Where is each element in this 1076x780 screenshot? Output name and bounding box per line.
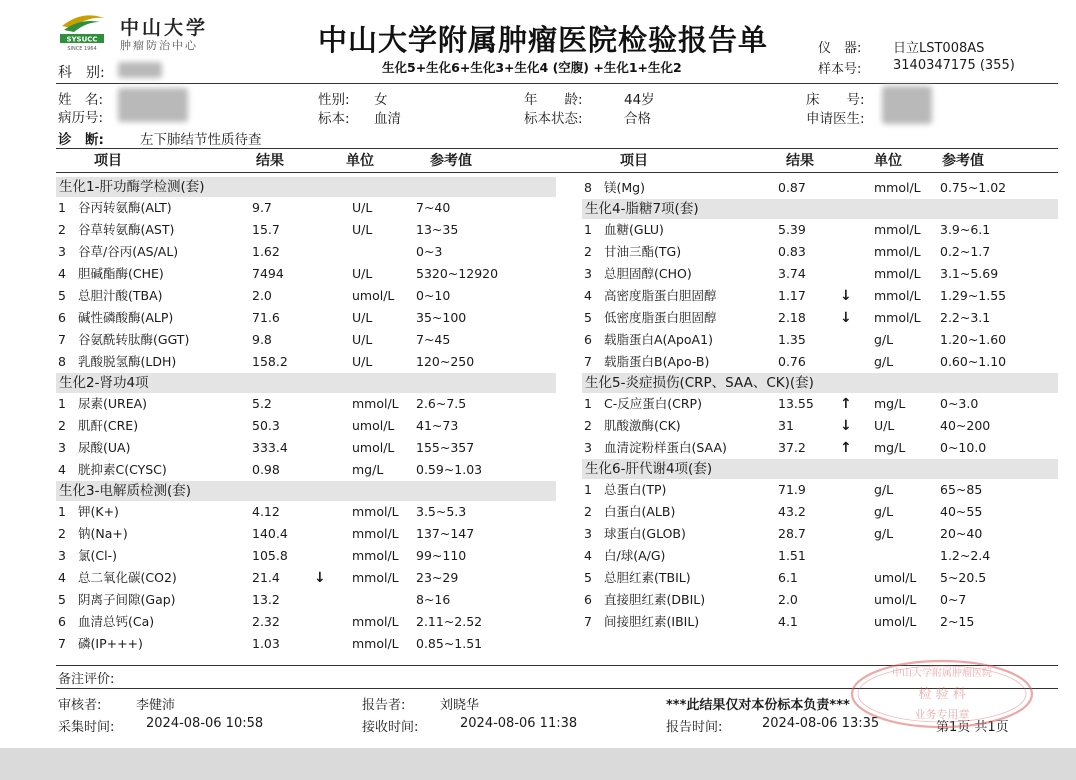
reference-range: 1.20~1.60 bbox=[940, 332, 1007, 347]
reference-range: 41~73 bbox=[416, 418, 459, 433]
test-name: 镁(Mg) bbox=[604, 180, 645, 195]
row-number: 2 bbox=[584, 504, 592, 519]
test-unit: mmol/L bbox=[352, 504, 399, 519]
result-row bbox=[584, 501, 1076, 523]
test-name: 肌酸激酶(CK) bbox=[604, 418, 681, 433]
test-name: 尿酸(UA) bbox=[78, 440, 131, 455]
test-result: 1.17 bbox=[778, 288, 806, 303]
result-row bbox=[584, 285, 1076, 307]
test-unit: mg/L bbox=[352, 462, 384, 477]
test-unit: mmol/L bbox=[874, 288, 921, 303]
test-name: 乳酸脱氢酶(LDH) bbox=[78, 354, 177, 369]
test-result: 7494 bbox=[252, 266, 284, 281]
test-result: 158.2 bbox=[252, 354, 288, 369]
result-row bbox=[58, 393, 558, 415]
result-row bbox=[584, 589, 1076, 611]
reference-range: 0.85~1.51 bbox=[416, 636, 483, 651]
result-row bbox=[58, 459, 558, 481]
test-result: 1.35 bbox=[778, 332, 806, 347]
test-result: 5.2 bbox=[252, 396, 272, 411]
test-result: 2.0 bbox=[252, 288, 272, 303]
row-number: 3 bbox=[584, 440, 592, 455]
row-number: 3 bbox=[58, 440, 66, 455]
sex-label: 性别: bbox=[318, 92, 350, 108]
reference-range: 0~7 bbox=[940, 592, 967, 607]
record-label: 病历号: bbox=[58, 110, 104, 126]
result-row bbox=[584, 393, 1076, 415]
reference-range: 0.75~1.02 bbox=[940, 180, 1007, 195]
test-name: 血清总钙(Ca) bbox=[78, 614, 155, 629]
test-result: 140.4 bbox=[252, 526, 288, 541]
report-title: 中山大学附属肿瘤医院检验报告单 bbox=[318, 23, 769, 57]
row-number: 7 bbox=[584, 614, 592, 629]
row-number: 5 bbox=[58, 592, 66, 607]
instrument-value: 日立LST008AS bbox=[893, 41, 985, 56]
reporter-label: 报告者: bbox=[362, 698, 406, 713]
test-name: 甘油三酯(TG) bbox=[604, 244, 682, 259]
header-divider bbox=[56, 83, 1058, 84]
test-unit: mmol/L bbox=[352, 614, 399, 629]
reporter-value: 刘晓华 bbox=[440, 698, 480, 713]
reference-range: 35~100 bbox=[416, 310, 467, 325]
instrument-label: 仪 器: bbox=[818, 41, 862, 56]
test-unit: mmol/L bbox=[352, 526, 399, 541]
reference-range: 0~10 bbox=[416, 288, 451, 303]
row-number: 2 bbox=[584, 244, 592, 259]
test-result: 31 bbox=[778, 418, 794, 433]
stamp-text-bottom: 业务专用章 bbox=[914, 708, 970, 721]
col-header-result: 结果 bbox=[256, 153, 284, 169]
test-unit: mmol/L bbox=[352, 636, 399, 651]
row-number: 4 bbox=[58, 570, 66, 585]
test-name: 尿素(UREA) bbox=[78, 396, 148, 411]
reference-range: 0~3 bbox=[416, 244, 443, 259]
test-result: 2.18 bbox=[778, 310, 806, 325]
hospital-logo bbox=[58, 10, 238, 58]
test-result: 15.7 bbox=[252, 222, 280, 237]
result-row bbox=[58, 241, 558, 263]
logo-mark-year: SINCE 1964 bbox=[67, 46, 97, 52]
report-subtitle: 生化5+生化6+生化3+生化4 (空腹) +生化1+生化2 bbox=[382, 60, 682, 75]
row-number: 3 bbox=[58, 244, 66, 259]
receive-label: 接收时间: bbox=[362, 720, 419, 735]
test-name: 磷(IP+++) bbox=[78, 636, 143, 651]
test-result: 0.87 bbox=[778, 180, 806, 195]
section-header: 生化6-肝代谢4项(套) bbox=[582, 459, 1058, 479]
reference-range: 99~110 bbox=[416, 548, 467, 563]
section-header: 生化1-肝功酶学检测(套) bbox=[56, 177, 556, 197]
section-header: 生化3-电解质检测(套) bbox=[56, 481, 556, 501]
reference-range: 5320~12920 bbox=[416, 266, 499, 281]
specimen-value: 血清 bbox=[374, 111, 401, 127]
row-number: 8 bbox=[584, 180, 592, 195]
test-unit: g/L bbox=[874, 332, 894, 347]
test-name: 胆碱酯酶(CHE) bbox=[78, 266, 164, 281]
row-number: 4 bbox=[584, 548, 592, 563]
result-row bbox=[58, 285, 558, 307]
reference-range: 40~55 bbox=[940, 504, 983, 519]
test-result: 71.9 bbox=[778, 482, 806, 497]
result-row bbox=[58, 263, 558, 285]
reference-range: 13~35 bbox=[416, 222, 459, 237]
result-row bbox=[58, 611, 558, 633]
test-name: 谷丙转氨酶(ALT) bbox=[78, 200, 172, 215]
result-row bbox=[58, 633, 558, 655]
reference-range: 155~357 bbox=[416, 440, 475, 455]
test-unit: mmol/L bbox=[352, 570, 399, 585]
reference-range: 7~40 bbox=[416, 200, 451, 215]
reference-range: 3.1~5.69 bbox=[940, 266, 999, 281]
test-result: 6.1 bbox=[778, 570, 798, 585]
col-header-unit: 单位 bbox=[874, 153, 902, 169]
row-number: 5 bbox=[584, 570, 592, 585]
result-row bbox=[58, 307, 558, 329]
reference-range: 2~15 bbox=[940, 614, 975, 629]
age-value: 44岁 bbox=[624, 92, 655, 108]
row-number: 6 bbox=[58, 310, 66, 325]
remark-label: 备注评价: bbox=[58, 672, 115, 687]
row-number: 4 bbox=[58, 266, 66, 281]
test-unit: mmol/L bbox=[352, 548, 399, 563]
collect-label: 采集时间: bbox=[58, 720, 115, 735]
test-unit: umol/L bbox=[352, 288, 395, 303]
row-number: 7 bbox=[58, 636, 66, 651]
test-unit: mg/L bbox=[874, 396, 906, 411]
result-row bbox=[58, 501, 558, 523]
result-notice: ***此结果仅对本份标本负责*** bbox=[666, 698, 850, 713]
test-name: 间接胆红素(IBIL) bbox=[604, 614, 700, 629]
receive-time: 2024-08-06 11:38 bbox=[460, 716, 578, 731]
row-number: 3 bbox=[584, 526, 592, 541]
result-row bbox=[58, 197, 558, 219]
test-name: 载脂蛋白A(ApoA1) bbox=[604, 332, 713, 347]
test-result: 5.39 bbox=[778, 222, 806, 237]
dept-label: 科 别: bbox=[58, 65, 105, 81]
row-number: 7 bbox=[584, 354, 592, 369]
test-result: 13.2 bbox=[252, 592, 280, 607]
test-unit: U/L bbox=[352, 310, 373, 325]
test-unit: mmol/L bbox=[874, 310, 921, 325]
test-unit: umol/L bbox=[874, 614, 917, 629]
abnormal-flag: ↓ bbox=[840, 310, 852, 326]
test-name: 谷氨酰转肽酶(GGT) bbox=[78, 332, 190, 347]
test-result: 3.74 bbox=[778, 266, 806, 281]
test-name: 低密度脂蛋白胆固醇 bbox=[604, 310, 717, 325]
abnormal-flag: ↑ bbox=[840, 396, 852, 412]
col-header-item: 项目 bbox=[94, 153, 122, 169]
test-unit: U/L bbox=[352, 354, 373, 369]
section-header: 生化5-炎症损伤(CRP、SAA、CK)(套) bbox=[582, 373, 1058, 393]
reference-range: 0~10.0 bbox=[940, 440, 987, 455]
test-result: 2.0 bbox=[778, 592, 798, 607]
row-number: 8 bbox=[58, 354, 66, 369]
test-unit: U/L bbox=[352, 222, 373, 237]
result-row bbox=[58, 437, 558, 459]
official-stamp bbox=[848, 658, 1036, 730]
test-name: 球蛋白(GLOB) bbox=[604, 526, 686, 541]
reference-range: 40~200 bbox=[940, 418, 991, 433]
row-number: 1 bbox=[58, 396, 66, 411]
sex-value: 女 bbox=[374, 92, 388, 108]
test-result: 50.3 bbox=[252, 418, 280, 433]
test-result: 71.6 bbox=[252, 310, 280, 325]
reference-range: 1.2~2.4 bbox=[940, 548, 991, 563]
result-row bbox=[58, 545, 558, 567]
row-number: 6 bbox=[58, 614, 66, 629]
info-divider bbox=[56, 148, 1058, 149]
diagnosis-label: 诊 断: bbox=[58, 132, 104, 148]
row-number: 1 bbox=[58, 200, 66, 215]
reference-range: 23~29 bbox=[416, 570, 459, 585]
test-unit: mg/L bbox=[874, 440, 906, 455]
test-name: 总蛋白(TP) bbox=[604, 482, 667, 497]
test-unit: U/L bbox=[352, 200, 373, 215]
test-result: 4.1 bbox=[778, 614, 798, 629]
test-name: 肌酐(CRE) bbox=[78, 418, 139, 433]
result-row bbox=[58, 589, 558, 611]
reference-range: 1.29~1.55 bbox=[940, 288, 1007, 303]
test-result: 21.4 bbox=[252, 570, 280, 585]
test-name: 总胆汁酸(TBA) bbox=[78, 288, 163, 303]
patient-redacted bbox=[118, 88, 188, 122]
result-row bbox=[584, 307, 1076, 329]
bed-label: 床 号: bbox=[806, 92, 865, 108]
result-row bbox=[584, 523, 1076, 545]
reference-range: 20~40 bbox=[940, 526, 983, 541]
test-result: 4.12 bbox=[252, 504, 280, 519]
row-number: 3 bbox=[58, 548, 66, 563]
test-name: 谷草/谷丙(AS/AL) bbox=[78, 244, 179, 259]
test-result: 9.8 bbox=[252, 332, 272, 347]
row-number: 4 bbox=[584, 288, 592, 303]
row-number: 1 bbox=[584, 396, 592, 411]
test-unit: U/L bbox=[352, 332, 373, 347]
result-row bbox=[58, 415, 558, 437]
test-result: 28.7 bbox=[778, 526, 806, 541]
test-unit: mmol/L bbox=[352, 396, 399, 411]
result-row bbox=[58, 567, 558, 589]
stamp-text-top: 中山大学附属肿瘤医院 bbox=[892, 668, 992, 679]
result-row bbox=[584, 611, 1076, 633]
test-name: 胱抑素C(CYSC) bbox=[78, 462, 167, 477]
reference-range: 3.9~6.1 bbox=[940, 222, 991, 237]
test-result: 1.51 bbox=[778, 548, 806, 563]
row-number: 5 bbox=[58, 288, 66, 303]
test-name: 钠(Na+) bbox=[78, 526, 128, 541]
test-name: 总胆固醇(CHO) bbox=[604, 266, 692, 281]
dept-redacted bbox=[118, 62, 162, 78]
row-number: 2 bbox=[584, 418, 592, 433]
test-result: 1.62 bbox=[252, 244, 280, 259]
test-unit: mmol/L bbox=[874, 180, 921, 195]
result-row bbox=[584, 351, 1076, 373]
test-name: 白蛋白(ALB) bbox=[604, 504, 676, 519]
test-unit: mmol/L bbox=[874, 244, 921, 259]
test-unit: umol/L bbox=[352, 440, 395, 455]
result-row bbox=[584, 263, 1076, 285]
result-row bbox=[584, 415, 1076, 437]
section-header: 生化4-脂糖7项(套) bbox=[582, 199, 1058, 219]
test-unit: U/L bbox=[874, 418, 895, 433]
test-name: 白/球(A/G) bbox=[604, 548, 666, 563]
row-number: 7 bbox=[58, 332, 66, 347]
report-time: 2024-08-06 13:35 bbox=[762, 716, 880, 731]
doctor-label: 申请医生: bbox=[806, 111, 865, 127]
stamp-text-mid: 检 验 科 bbox=[918, 687, 966, 702]
logo-text: 中山大学 bbox=[120, 17, 209, 39]
sysucc-logo-icon bbox=[58, 12, 106, 52]
test-name: 血糖(GLU) bbox=[604, 222, 664, 237]
logo-subtext: 肿瘤防治中心 bbox=[120, 39, 198, 52]
diagnosis-value: 左下肺结节性质待查 bbox=[140, 132, 262, 148]
result-row bbox=[584, 437, 1076, 459]
test-name: 总胆红素(TBIL) bbox=[604, 570, 691, 585]
test-unit: mmol/L bbox=[874, 222, 921, 237]
col-header-ref: 参考值 bbox=[430, 153, 472, 169]
result-row bbox=[58, 351, 558, 373]
test-result: 2.32 bbox=[252, 614, 280, 629]
test-result: 1.03 bbox=[252, 636, 280, 651]
row-number: 4 bbox=[58, 462, 66, 477]
reference-range: 3.5~5.3 bbox=[416, 504, 467, 519]
test-name: 血清淀粉样蛋白(SAA) bbox=[604, 440, 727, 455]
reference-range: 137~147 bbox=[416, 526, 475, 541]
result-row bbox=[584, 329, 1076, 351]
test-result: 13.55 bbox=[778, 396, 814, 411]
reference-range: 5~20.5 bbox=[940, 570, 987, 585]
reference-range: 0~3.0 bbox=[940, 396, 979, 411]
report-label: 报告时间: bbox=[666, 720, 723, 735]
result-row bbox=[584, 545, 1076, 567]
row-number: 6 bbox=[584, 332, 592, 347]
row-number: 6 bbox=[584, 592, 592, 607]
reference-range: 0.2~1.7 bbox=[940, 244, 991, 259]
test-name: 碱性磷酸酶(ALP) bbox=[78, 310, 174, 325]
doctor-redacted bbox=[882, 86, 932, 124]
state-label: 标本状态: bbox=[524, 111, 583, 127]
reference-range: 2.11~2.52 bbox=[416, 614, 483, 629]
reference-range: 120~250 bbox=[416, 354, 475, 369]
test-unit: umol/L bbox=[874, 592, 917, 607]
test-name: 总二氧化碳(CO2) bbox=[78, 570, 177, 585]
row-number: 1 bbox=[584, 222, 592, 237]
abnormal-flag: ↓ bbox=[314, 570, 326, 586]
test-unit: g/L bbox=[874, 526, 894, 541]
abnormal-flag: ↑ bbox=[840, 440, 852, 456]
test-result: 9.7 bbox=[252, 200, 272, 215]
reference-range: 2.2~3.1 bbox=[940, 310, 991, 325]
row-number: 2 bbox=[58, 222, 66, 237]
table-header-divider bbox=[56, 172, 1058, 173]
col-header-result: 结果 bbox=[786, 153, 814, 169]
test-unit: U/L bbox=[352, 266, 373, 281]
col-header-unit: 单位 bbox=[346, 153, 374, 169]
test-name: 谷草转氨酶(AST) bbox=[78, 222, 175, 237]
test-name: 钾(K+) bbox=[78, 504, 119, 519]
test-name: C-反应蛋白(CRP) bbox=[604, 396, 702, 411]
test-unit: umol/L bbox=[874, 570, 917, 585]
test-result: 37.2 bbox=[778, 440, 806, 455]
age-label: 年 龄: bbox=[524, 92, 583, 108]
test-result: 333.4 bbox=[252, 440, 288, 455]
result-row bbox=[584, 479, 1076, 501]
page-number: 第1页 共1页 bbox=[936, 720, 1009, 735]
row-number: 5 bbox=[584, 310, 592, 325]
row-number: 1 bbox=[58, 504, 66, 519]
row-number: 2 bbox=[58, 526, 66, 541]
sample-no-value: 3140347175 (355) bbox=[893, 58, 1015, 73]
result-row bbox=[584, 219, 1076, 241]
abnormal-flag: ↓ bbox=[840, 418, 852, 434]
reference-range: 7~45 bbox=[416, 332, 451, 347]
result-row bbox=[58, 523, 558, 545]
auditor-value: 李健沛 bbox=[136, 698, 176, 713]
test-unit: umol/L bbox=[352, 418, 395, 433]
test-name: 阴离子间隙(Gap) bbox=[78, 592, 176, 607]
test-name: 高密度脂蛋白胆固醇 bbox=[604, 288, 717, 303]
col-header-item: 项目 bbox=[620, 153, 648, 169]
specimen-label: 标本: bbox=[318, 111, 350, 127]
col-header-ref: 参考值 bbox=[942, 153, 984, 169]
screenshot-bottom-band bbox=[0, 748, 1076, 780]
test-unit: g/L bbox=[874, 482, 894, 497]
abnormal-flag: ↓ bbox=[840, 288, 852, 304]
section-header: 生化2-肾功4项 bbox=[56, 373, 556, 393]
result-row bbox=[584, 177, 1076, 199]
test-result: 0.76 bbox=[778, 354, 806, 369]
test-name: 氯(Cl-) bbox=[78, 548, 117, 563]
result-row bbox=[58, 219, 558, 241]
test-result: 0.83 bbox=[778, 244, 806, 259]
row-number: 3 bbox=[584, 266, 592, 281]
test-result: 43.2 bbox=[778, 504, 806, 519]
reference-range: 2.6~7.5 bbox=[416, 396, 467, 411]
logo-mark-text: SYSUCC bbox=[66, 35, 98, 44]
collect-time: 2024-08-06 10:58 bbox=[146, 716, 264, 731]
result-row bbox=[584, 241, 1076, 263]
test-name: 载脂蛋白B(Apo-B) bbox=[604, 354, 710, 369]
test-unit: mmol/L bbox=[874, 266, 921, 281]
test-result: 105.8 bbox=[252, 548, 288, 563]
name-label: 姓 名: bbox=[58, 92, 104, 108]
test-name: 直接胆红素(DBIL) bbox=[604, 592, 706, 607]
reference-range: 65~85 bbox=[940, 482, 983, 497]
test-result: 0.98 bbox=[252, 462, 280, 477]
test-unit: g/L bbox=[874, 504, 894, 519]
state-value: 合格 bbox=[624, 111, 651, 127]
reference-range: 0.59~1.03 bbox=[416, 462, 483, 477]
test-unit: g/L bbox=[874, 354, 894, 369]
auditor-label: 审核者: bbox=[58, 698, 102, 713]
result-row bbox=[58, 329, 558, 351]
sample-no-label: 样本号: bbox=[818, 62, 862, 77]
reference-range: 8~16 bbox=[416, 592, 451, 607]
row-number: 2 bbox=[58, 418, 66, 433]
result-row bbox=[584, 567, 1076, 589]
row-number: 1 bbox=[584, 482, 592, 497]
reference-range: 0.60~1.10 bbox=[940, 354, 1007, 369]
